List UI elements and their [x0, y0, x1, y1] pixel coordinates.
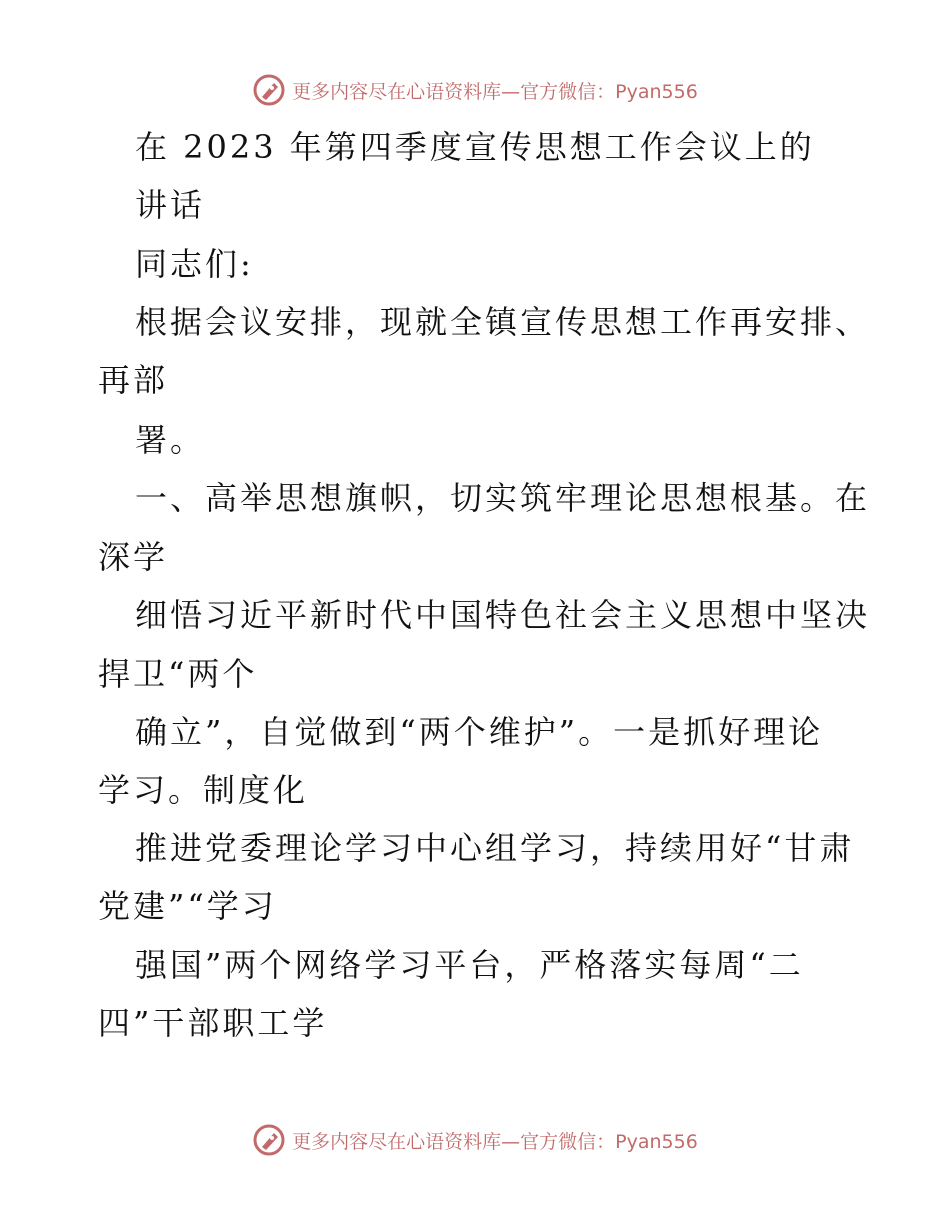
document-title-line-2: 讲话	[135, 186, 206, 224]
header-watermark	[0, 70, 950, 110]
paragraph-line: 学习。制度化	[98, 771, 309, 809]
salutation: 同志们:	[135, 245, 254, 283]
watermark-text: 更多内容尽在心语资料库—官方微信：Pyan556	[292, 80, 698, 103]
footer-watermark	[0, 1120, 950, 1160]
section-heading-line: 一、高举思想旗帜，切实筑牢理论思想根基。在	[135, 479, 871, 517]
paragraph-line: 细悟习近平新时代中国特色社会主义思想中坚决	[135, 596, 871, 634]
watermark-text: 更多内容尽在心语资料库—官方微信：Pyan556	[292, 1130, 698, 1153]
paragraph-line: 党建”“学习	[98, 887, 277, 925]
paragraph-line: 确立”，自觉做到“两个维护”。一是抓好理论	[135, 713, 824, 751]
paragraph-line: 推进党委理论学习中心组学习，持续用好“甘肃	[135, 829, 855, 867]
paragraph-line: 四”干部职工学	[98, 1004, 328, 1042]
fountain-pen-logo-icon	[252, 1123, 286, 1157]
paragraph-line: 再部	[98, 361, 169, 399]
paragraph-line: 根据会议安排，现就全镇宣传思想工作再安排、	[135, 303, 871, 341]
document-title-line-1: 在 2023 年第四季度宣传思想工作会议上的	[135, 128, 815, 166]
paragraph-line: 深学	[98, 538, 169, 576]
paragraph-line: 强国”两个网络学习平台，严格落实每周“二	[135, 946, 804, 984]
fountain-pen-logo-icon	[252, 73, 286, 107]
paragraph-line: 捍卫“两个	[98, 655, 258, 693]
paragraph-line: 署。	[135, 421, 206, 459]
